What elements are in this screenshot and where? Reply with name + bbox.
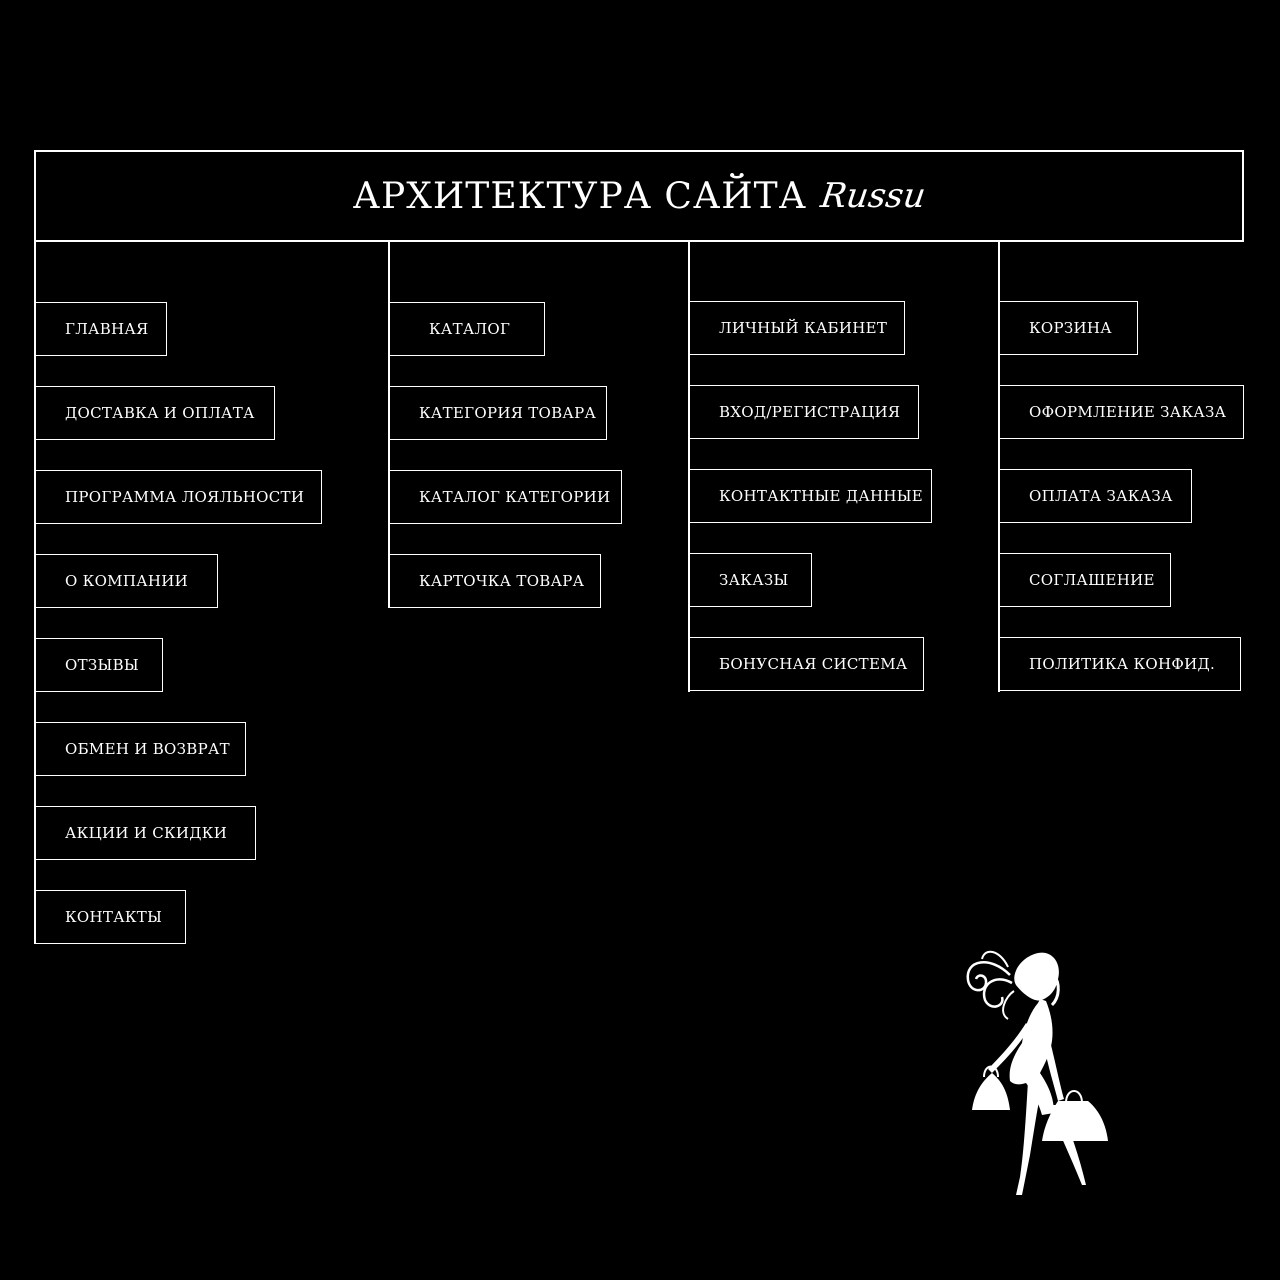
node-product-category: КАТЕГОРИЯ ТОВАРА [388, 386, 607, 440]
diagram-title: АРХИТЕКТУРА САЙТА [352, 175, 807, 217]
node-about-company: О КОМПАНИИ [34, 554, 218, 608]
node-contacts: КОНТАКТЫ [34, 890, 186, 944]
node-personal-account: ЛИЧНЫЙ КАБИНЕТ [688, 301, 905, 355]
node-login-registration: ВХОД/РЕГИСТРАЦИЯ [688, 385, 919, 439]
brand-name: Russu [818, 176, 929, 216]
node-catalog: КАТАЛОГ [388, 302, 545, 356]
shopping-woman-silhouette-icon [950, 945, 1120, 1200]
node-order-payment: ОПЛАТА ЗАКАЗА [998, 469, 1192, 523]
node-exchange-return: ОБМЕН И ВОЗВРАТ [34, 722, 246, 776]
node-bonus-system: БОНУСНАЯ СИСТЕМА [688, 637, 924, 691]
node-orders: ЗАКАЗЫ [688, 553, 812, 607]
node-contact-details: КОНТАКТНЫЕ ДАННЫЕ [688, 469, 932, 523]
node-checkout: ОФОРМЛЕНИЕ ЗАКАЗА [998, 385, 1244, 439]
node-category-catalog: КАТАЛОГ КАТЕГОРИИ [388, 470, 622, 524]
node-loyalty-program: ПРОГРАММА ЛОЯЛЬНОСТИ [34, 470, 322, 524]
node-privacy-policy: ПОЛИТИКА КОНФИД. [998, 637, 1241, 691]
node-reviews: ОТЗЫВЫ [34, 638, 163, 692]
node-promotions: АКЦИИ И СКИДКИ [34, 806, 256, 860]
node-product-card: КАРТОЧКА ТОВАРА [388, 554, 601, 608]
node-cart: КОРЗИНА [998, 301, 1138, 355]
node-delivery-payment: ДОСТАВКА И ОПЛАТА [34, 386, 275, 440]
node-home: ГЛАВНАЯ [34, 302, 167, 356]
node-agreement: СОГЛАШЕНИЕ [998, 553, 1171, 607]
diagram-title-box [34, 150, 1244, 242]
